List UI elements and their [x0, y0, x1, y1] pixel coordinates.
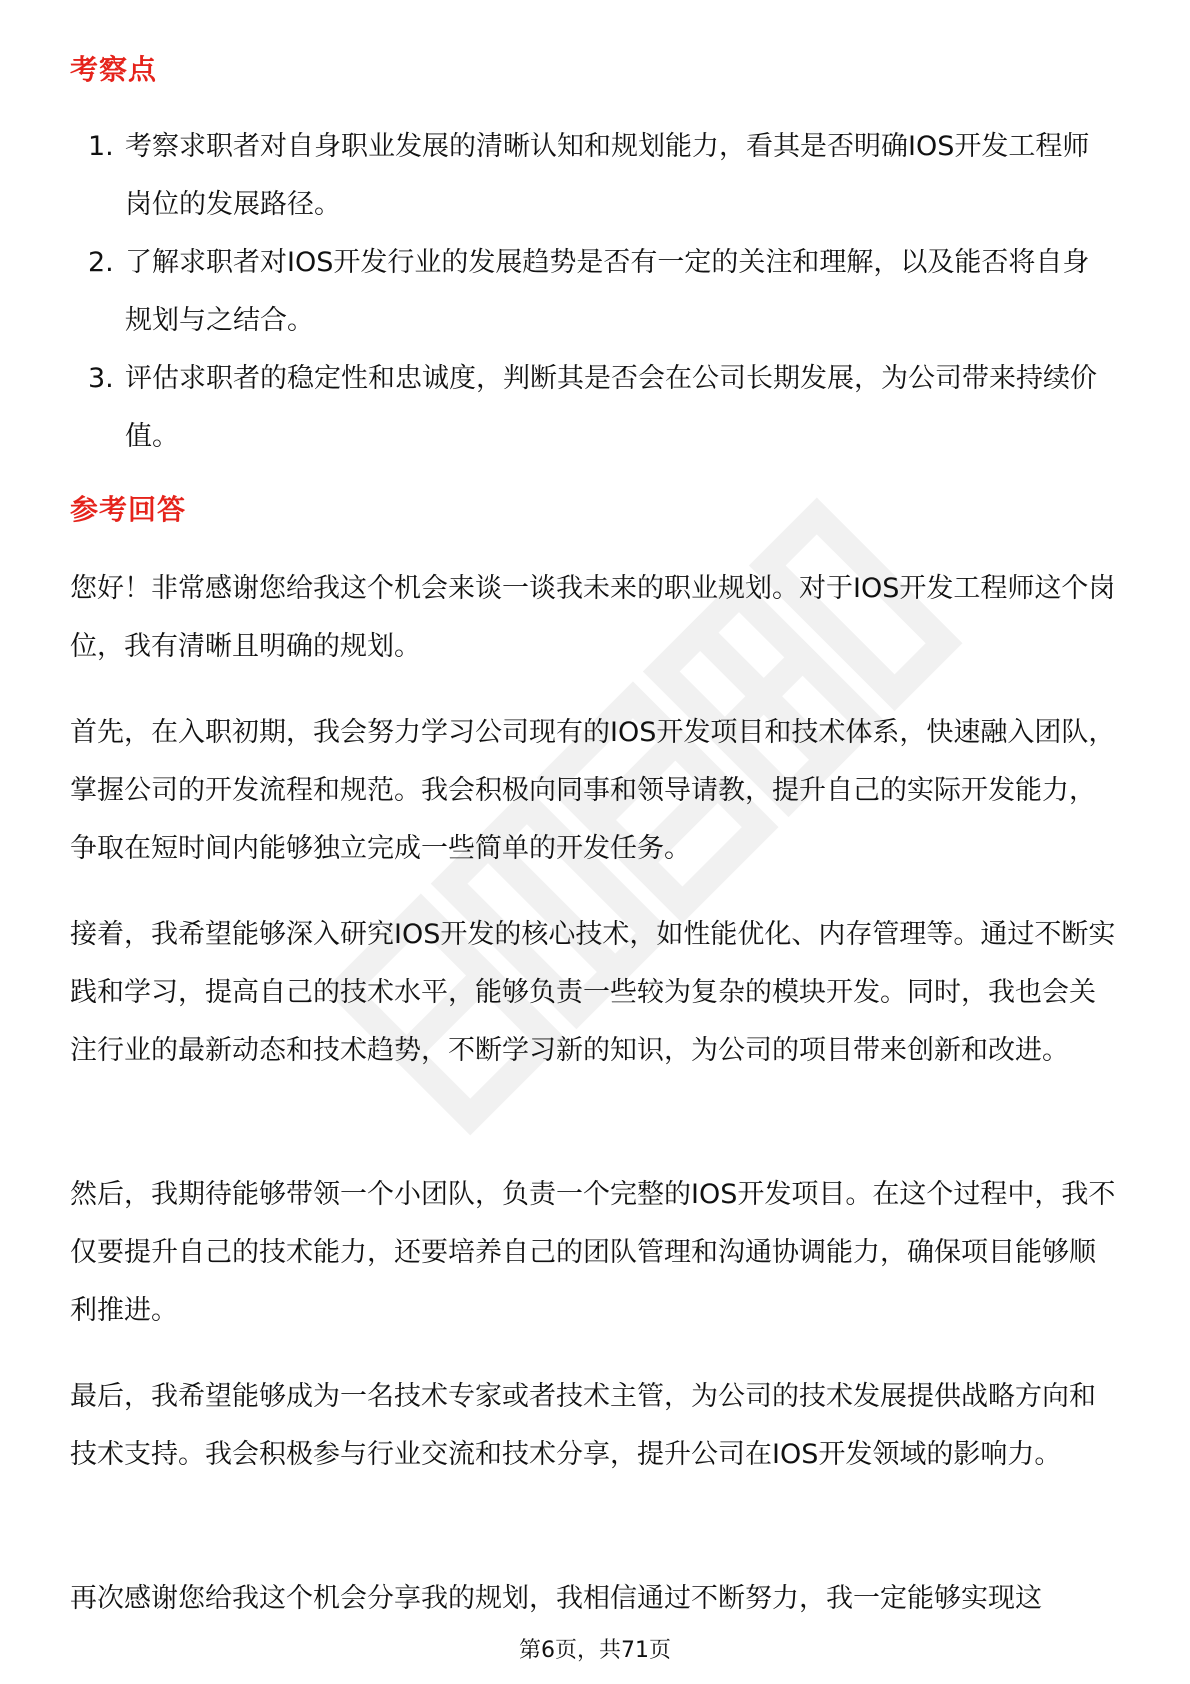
answer-paragraph: 首先，在入职初期，我会努力学习公司现有的IOS开发项目和技术体系，快速融入团队，掌握公司的开发流程和规范。我会积极向同事和领导请教，提升自己的实际开发能力，争取在短时间内能够独立完成一些简单的开发任务。	[70, 717, 1116, 864]
answer-paragraph: 您好！非常感谢您给我这个机会来谈一谈我未来的职业规划。对于IOS开发工程师这个岗位，我有清晰且明确的规划。	[70, 573, 1116, 662]
page-footer: 第6页，共71页	[519, 1638, 671, 1663]
inspect-points-list	[70, 118, 1110, 466]
answer-paragraph: 再次感谢您给我这个机会分享我的规划，我相信通过不断努力，我一定能够实现这	[70, 1583, 1042, 1614]
reference-answer-heading: 参考回答	[70, 493, 187, 526]
list-number: 2.	[88, 247, 114, 278]
answer-paragraph: 接着，我希望能够深入研究IOS开发的核心技术，如性能优化、内存管理等。通过不断实践和学习，提高自己的技术水平，能够负责一些较为复杂的模块开发。同时，我也会关注行业的最新动态和技术趋势，不断学习新的知识，为公司的项目带来创新和改进。	[70, 919, 1116, 1066]
answer-paragraph: 然后，我期待能够带领一个小团队，负责一个完整的IOS开发项目。在这个过程中，我不仅要提升自己的技术能力，还要培养自己的团队管理和沟通协调能力，确保项目能够顺利推进。	[70, 1179, 1116, 1326]
list-item	[70, 118, 1110, 234]
list-item	[70, 234, 1110, 350]
list-number: 3.	[88, 363, 114, 394]
list-item-text: 评估求职者的稳定性和忠诚度，判断其是否会在公司长期发展，为公司带来持续价值。	[125, 363, 1097, 452]
list-item-text: 了解求职者对IOS开发行业的发展趋势是否有一定的关注和理解，以及能否将自身规划与之结合。	[125, 247, 1090, 336]
inspect-points-heading: 考察点	[70, 53, 158, 86]
list-item	[70, 350, 1110, 466]
list-number: 1.	[88, 131, 114, 162]
answer-paragraph: 最后，我希望能够成为一名技术专家或者技术主管，为公司的技术发展提供战略方向和技术支持。我会积极参与行业交流和技术分享，提升公司在IOS开发领域的影响力。	[70, 1381, 1096, 1470]
list-item-text: 考察求职者对自身职业发展的清晰认知和规划能力，看其是否明确IOS开发工程师岗位的发展路径。	[125, 131, 1090, 220]
